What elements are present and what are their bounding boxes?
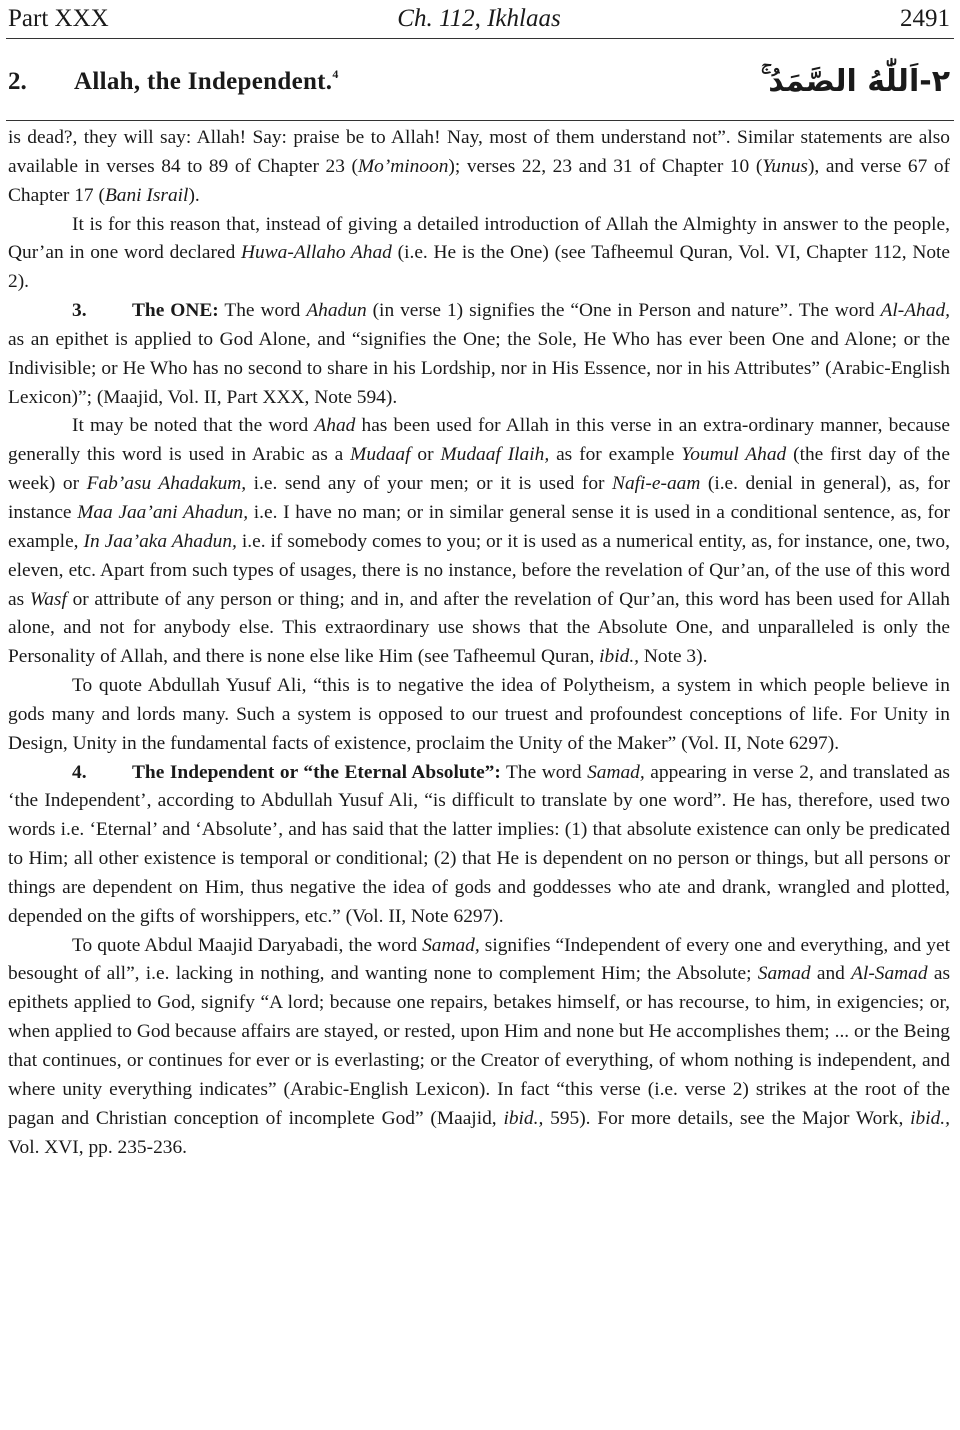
section-title	[74, 56, 339, 108]
note-number: 4.	[72, 761, 87, 783]
text-run: or attribute of any person or thing; and in, and after the revelation of Qur’an, this word has been used for Allah alone, and not for anybody else. This extraordinary use shows that the Absolute One, and unparalleled is only the Personality of Allah, and there is none else like Him (see Tafheemul Quran,	[8, 588, 950, 668]
text-run: as an epithet is applied to God Alone, and “signifies the One; the Sole, He Who has ever been One and Alone; or the Indivisible; or He Who has no second to share in his Lordship, nor in His Essence, nor in his Attributes” (Arabic-English Lexicon)”; (Maajid, Vol. II, Part XXX, Note 594).	[8, 328, 950, 408]
text-run: as epithets applied to God, signify “A lord; because one repairs, betakes himself, or has recourse, to him, in exigencies; or, when applied to God because affairs are stayed, or rested, upon Him and none but He accomplishes them; ... or the Being that continues, or continues for ever or is everlasting; or the Creator of everything, of whom nothing is independent, and where unity everything indicates” (Arabic-English Lexicon). In fact “this verse (i.e. verse 2) strikes at the root of the pagan and Christian conception of incomplete God” (Maajid,	[8, 963, 950, 1129]
heading-rule	[6, 120, 954, 121]
paragraph	[8, 211, 950, 298]
body-text	[8, 124, 950, 1162]
italic-term: Nafi-e-aam	[612, 473, 701, 495]
italic-term: Samad	[757, 963, 811, 985]
italic-term: Bani Israil	[104, 184, 189, 206]
italic-term: Huwa-Allaho Ahad	[241, 242, 392, 264]
text-run: has been used for Allah in this verse in an extra-ordinary manner, because generally this word is used in Arabic as a	[8, 415, 950, 466]
text-run: (i.e. He is the One) (see Tafheemul Quran, Vol. VI, Chapter 112, Note 2).	[8, 242, 951, 293]
text-run: signifies “Independent of every one and everything, and yet besought of all”, i.e. lacking in nothing, and wanting none to complement Him; the Absolute;	[8, 934, 950, 985]
text-run: It may be noted that the word	[72, 415, 315, 437]
text-run: i.e. I have no man; or in similar general sense it is used in a conditional sentence, as, for example,	[8, 501, 950, 552]
italic-term: Al-Ahad,	[880, 300, 950, 322]
text-run: Vol. XVI, pp. 235-236.	[8, 1136, 188, 1158]
text-run: i.e. if somebody comes to you; or it is used as a numerical entity, as, for instance, one, two, eleven, etc. Apart from such types of usages, there is no instance, before the revelation of Qur’an, of the use of this word as	[8, 530, 950, 610]
text-run: as for example	[549, 444, 682, 466]
text-run: The word	[500, 761, 588, 783]
text-run: and	[810, 963, 852, 985]
italic-term: Youmul Ahad	[681, 444, 787, 466]
italic-term: In Jaa’aka Ahadun,	[83, 530, 237, 552]
paragraph	[8, 672, 950, 759]
text-run: To quote Abdul Maajid Daryabadi, the word	[72, 934, 423, 956]
italic-term: Samad,	[422, 934, 480, 956]
section-number: 2.	[8, 68, 27, 95]
text-run: To quote Abdullah Yusuf Ali, “this is to negative the idea of Polytheism, a system in which people believe in gods many and lords many. Such a system is opposed to our truest and profoundest conceptions of life. For Unity in Design, Unity in the fundamental facts of existence, proclaim the Unity of the Maker” (Vol. II, Note 6297).	[8, 675, 950, 754]
text-run: or	[410, 444, 441, 466]
header-rule	[6, 38, 954, 39]
italic-term: ibid.,	[599, 646, 640, 668]
section-heading	[8, 56, 950, 108]
section-title-text: Allah, the Independent.	[74, 68, 333, 95]
note-title: The ONE:	[132, 300, 219, 322]
italic-term: Mo’minoon	[357, 155, 449, 177]
arabic-verse: ٢-اَللّٰهُ الصَّمَدُ ۚ	[760, 64, 950, 99]
page-number: 2491	[900, 5, 950, 32]
text-run: 595). For more details, see the Major Work,	[543, 1107, 911, 1129]
text-run: Note 3).	[639, 646, 708, 668]
paragraph	[8, 932, 950, 1163]
note-number: 3.	[72, 300, 87, 322]
text-run: appearing in verse 2, and translated as ‘the Independent’, according to Abdullah Yusuf Ali, “is difficult to translate by one word”. He has, therefore, used two words i.e. ‘Eternal’ and ‘Absolute’, and has said that the latter implies: (1) that absolute existence can only be predicated to Him; all other existence is temporal or conditional; (2) that He is dependent on no person or things, but all persons or things are dependent on Him, thus negative the idea of gods and goddesses who ate and drank, wrangled and plotted, depended on the gifts of worshippers, etc.” (Vol. II, Note 6297).	[8, 761, 950, 927]
italic-term: Fab’asu Ahadakum,	[86, 473, 247, 495]
paragraph	[8, 759, 950, 932]
text-run: (in verse 1) signifies the “One in Person and nature”. The word	[366, 300, 881, 322]
running-head	[8, 2, 950, 36]
text-run: i.e. send any of your men; or it is used for	[246, 473, 613, 495]
footnote-ref: 4	[332, 66, 339, 81]
italic-term: Samad,	[587, 761, 645, 783]
text-run: is dead?, they will say: Allah! Say: praise be to Allah! Nay, most of them understand not”. Similar statements are also available in verses 84 to 89 of Chapter 23 (	[8, 127, 950, 177]
italic-term: ibid.,	[910, 1107, 950, 1129]
text-run: The word	[218, 300, 307, 322]
italic-term: Al-Samad	[851, 963, 928, 985]
text-run: ); verses 22, 23 and 31 of Chapter 10 (	[448, 155, 763, 177]
text-run: (the first day of the week) or	[8, 444, 950, 495]
text-run: It is for this reason that, instead of giving a detailed introduction of Allah the Almighty in answer to the people, Qur’an in one word declared	[8, 213, 950, 264]
paragraph	[8, 297, 950, 412]
note-title: The Independent or “the Eternal Absolute”:	[132, 761, 501, 783]
italic-term: Yunus	[762, 155, 808, 177]
paragraph	[8, 412, 950, 672]
italic-term: Wasf	[29, 588, 67, 610]
text-run: ), and verse 67 of Chapter 17 (	[8, 155, 950, 206]
text-run: (i.e. denial in general), as, for instance	[8, 473, 951, 523]
italic-term: Mudaaf Ilaih,	[440, 444, 550, 466]
italic-term: ibid.,	[503, 1107, 544, 1129]
part-label: Part XXX	[8, 5, 109, 32]
text-run: ).	[188, 184, 200, 206]
italic-term: Mudaaf	[350, 444, 411, 466]
chapter-label: Ch. 112, Ikhlaas	[397, 5, 561, 32]
paragraph	[8, 124, 950, 211]
italic-term: Ahadun	[306, 300, 367, 322]
italic-term: Ahad	[314, 415, 356, 437]
italic-term: Maa Jaa’ani Ahadun,	[77, 501, 249, 523]
